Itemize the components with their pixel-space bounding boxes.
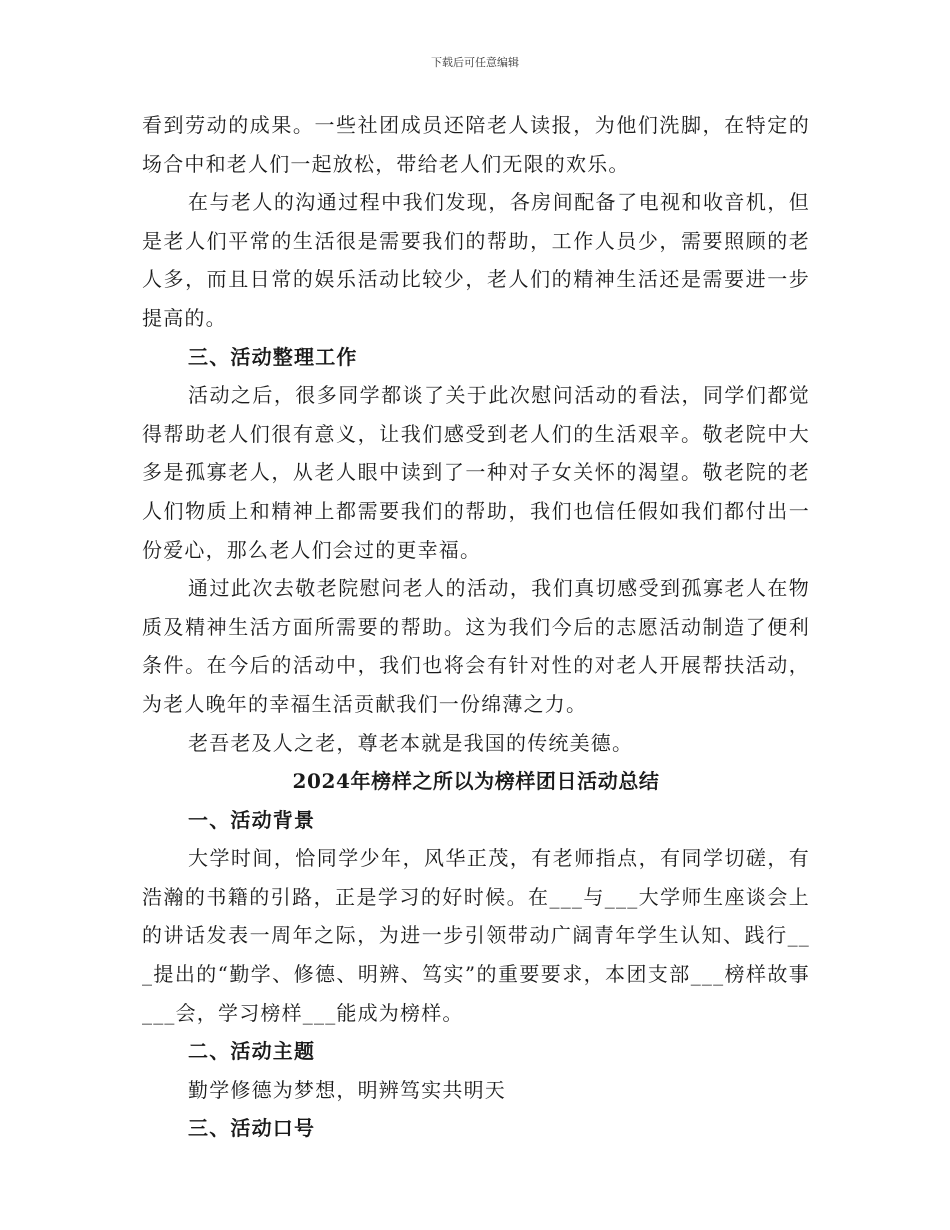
paragraph: 老吾老及人之老，尊老本就是我国的传统美德。 — [188, 730, 634, 755]
section-heading: 三、活动整理工作 — [188, 344, 358, 369]
page-header: 下载后可任意编辑 — [431, 56, 519, 69]
document-title: 2024年榜样之所以为榜样团日活动总结 — [292, 769, 660, 794]
document-body — [142, 106, 810, 1148]
paragraph: 在与老人的沟通过程中我们发现，各房间配备了电视和收音机，但是老人们平常的生活很是需要我们的帮助，工作人员少，需要照顾的老人多，而且日常的娱乐活动比较少，老人们的精神生活还是需要进一步提高的。 — [142, 190, 810, 330]
section-heading: 三、活动口号 — [188, 1116, 316, 1141]
paragraph: 看到劳动的成果。一些社团成员还陪老人读报，为他们洗脚，在特定的场合中和老人们一起放松，带给老人们无限的欢乐。 — [142, 113, 810, 176]
section-heading: 二、活动主题 — [188, 1039, 316, 1064]
paragraph: 大学时间，恰同学少年，风华正茂，有老师指点，有同学切磋，有浩瀚的书籍的引路，正是学习的好时候。在___与___大学师生座谈会上的讲话发表一周年之际，为进一步引领带动广阔青年学生认知、践行___提出的“勤学、修德、明辨、笃实”的重要要求，本团支部___榜样故事___会，学习榜样___能成为榜样。 — [142, 846, 810, 1025]
section-heading: 一、活动背景 — [188, 807, 316, 832]
paragraph: 活动之后，很多同学都谈了关于此次慰问活动的看法，同学们都觉得帮助老人们很有意义，让我们感受到老人们的生活艰辛。敬老院中大多是孤寡老人，从老人眼中读到了一种对子女关怀的渴望。敬老院的老人们物质上和精神上都需要我们的帮助，我们也信任假如我们都付出一份爱心，那么老人们会过的更幸福。 — [142, 383, 810, 562]
paragraph: 勤学修德为梦想，明辨笃实共明天 — [188, 1077, 506, 1102]
paragraph: 通过此次去敬老院慰问老人的活动，我们真切感受到孤寡老人在物质及精神生活方面所需要的帮助。这为我们今后的志愿活动制造了便利条件。在今后的活动中，我们也将会有针对性的对老人开展帮扶活动，为老人晚年的幸福生活贡献我们一份绵薄之力。 — [142, 576, 810, 716]
